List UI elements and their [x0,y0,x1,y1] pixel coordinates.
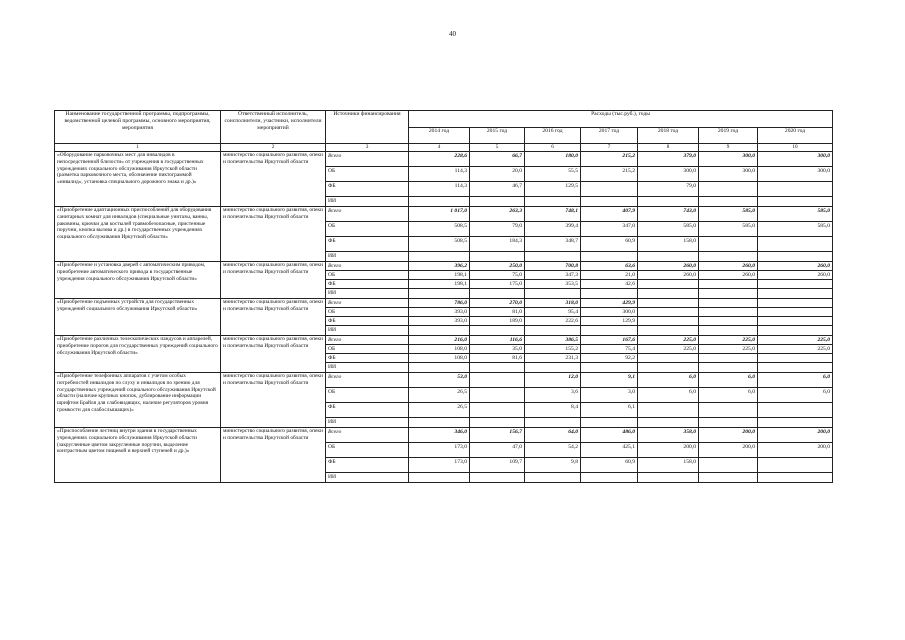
expense-value: 95,4 [525,308,581,317]
expense-value: 167,6 [581,336,638,345]
funding-source: ФБ [326,237,409,252]
column-number: 4 [409,144,470,152]
expense-value: 6,0 [638,388,699,403]
budget-table [54,110,833,483]
expense-value [525,473,581,483]
expense-value: 158,0 [638,458,699,473]
expense-value [699,403,758,418]
expense-value [699,354,758,363]
expense-value [638,354,699,363]
expense-value [699,317,758,326]
expense-value: 108,0 [409,345,470,354]
expense-value: 6,0 [638,373,699,388]
expense-value [699,237,758,252]
expense-value [525,326,581,336]
expense-value [638,317,699,326]
funding-source: Всего [326,262,409,271]
expense-value: 1 017,0 [409,207,470,222]
expense-value: 81,0 [470,308,525,317]
expense-value [470,473,525,483]
expense-value: 184,3 [470,237,525,252]
expense-value: 158,0 [638,237,699,252]
expense-value [409,326,470,336]
expense-value [638,326,699,336]
expense-value [699,418,758,428]
expense-value [699,252,758,262]
expense-value [638,308,699,317]
funding-source: ФБ [326,354,409,363]
expense-value: 300,0 [758,152,833,167]
funding-source: ИИ [326,418,409,428]
column-number: 6 [525,144,581,152]
activity-name: «Приобретение адаптационных приспособлений для оборудования санитарных комнат для инвалидов (специальные унитазы, ванны, раковины, крючки для костылей травмобезопасные, пристенные поручни, кнопка вызова и др.) в государственных учреждениях социального обслуживания Иркутской области» [55,207,221,262]
expense-value [699,473,758,483]
expense-value: 300,0 [638,167,699,182]
expense-value: 585,0 [758,222,833,237]
expense-value [699,289,758,299]
expense-value [758,418,833,428]
expense-value [581,252,638,262]
header-name: Наименование государственной программы, подпрограммы, ведомственной целевой программы, основного мероприятия, мероприятия [55,111,221,144]
expense-value: 81,6 [470,354,525,363]
funding-source: Всего [326,152,409,167]
expense-value: 347,0 [581,222,638,237]
expense-value [409,418,470,428]
funding-source: ОБ [326,443,409,458]
expense-value: 6,0 [758,388,833,403]
expense-value [758,289,833,299]
expense-value: 225,0 [638,345,699,354]
expense-value: 189,0 [470,317,525,326]
column-number: 5 [470,144,525,152]
expense-value: 429,9 [581,299,638,308]
column-number: 7 [581,144,638,152]
activity-name: «Приобретение и установка дверей с автоматическим приводом, приобретение автоматического привода в государственные учреждения социального обслуживания Иркутской области» [55,262,221,299]
activity-executor: министерство социального развития, опеки и попечительства Иркутской области [221,262,326,299]
expense-value: 6,0 [699,388,758,403]
expense-value: 6,1 [581,403,638,418]
header-year: 2017 год [581,127,638,144]
expense-value: 20,0 [470,167,525,182]
expense-value: 748,1 [525,207,581,222]
expense-value [525,418,581,428]
expense-value: 260,0 [638,262,699,271]
expense-value [581,473,638,483]
expense-value: 9,8 [525,458,581,473]
expense-value [638,473,699,483]
expense-value: 318,0 [525,299,581,308]
table-row [55,262,833,271]
expense-value [758,252,833,262]
expense-value [581,289,638,299]
expense-value [470,252,525,262]
expense-value: 155,2 [525,345,581,354]
column-number: 9 [699,144,758,152]
expense-value: 21,0 [581,271,638,280]
table-body [55,152,833,483]
expense-value: 53,0 [409,373,470,388]
expense-value: 743,0 [638,207,699,222]
expense-value [638,289,699,299]
expense-value [699,326,758,336]
expense-value: 231,3 [525,354,581,363]
expense-value [758,473,833,483]
expense-value [409,252,470,262]
funding-source: ИИ [326,363,409,373]
expense-value: 393,0 [409,317,470,326]
funding-source: Всего [326,207,409,222]
expense-value: 175,0 [470,280,525,289]
header-source: Источники финансирования [326,111,409,144]
expense-value: 300,0 [581,308,638,317]
expense-value: 54,2 [525,443,581,458]
expense-value [581,363,638,373]
expense-value [758,197,833,207]
funding-source: ФБ [326,182,409,197]
expense-value: 379,0 [638,152,699,167]
expense-value: 200,0 [758,443,833,458]
expense-value: 6,0 [758,373,833,388]
expense-value: 216,0 [409,336,470,345]
expense-value [409,197,470,207]
expense-value [470,197,525,207]
expense-value: 386,5 [525,336,581,345]
expense-value: 116,6 [470,336,525,345]
activity-executor: министерство социального развития, опеки и попечительства Иркутской области [221,336,326,373]
funding-source: ИИ [326,252,409,262]
expense-value: 270,0 [470,299,525,308]
expense-value: 300,0 [699,152,758,167]
column-numbers-row [55,144,833,152]
funding-source: ФБ [326,317,409,326]
header-year: 2018 год [638,127,699,144]
expense-value: 300,0 [758,167,833,182]
expense-value: 260,0 [699,262,758,271]
table-row [55,152,833,167]
expense-value: 129,9 [581,317,638,326]
expense-value: 63,6 [581,262,638,271]
expense-value: 396,2 [409,262,470,271]
expense-value: 347,3 [525,271,581,280]
expense-value: 399,4 [525,222,581,237]
page-number: 40 [449,30,456,38]
expense-value: 508,5 [409,237,470,252]
expense-value: 348,7 [525,237,581,252]
funding-source: ИИ [326,326,409,336]
expense-value [638,418,699,428]
expense-value: 786,0 [409,299,470,308]
expense-value: 46,7 [470,182,525,197]
table-row [55,373,833,388]
funding-source: Всего [326,428,409,443]
expense-value [470,373,525,388]
expense-value: 200,0 [758,428,833,443]
expense-value [758,458,833,473]
expense-value: 263,3 [470,207,525,222]
expense-value: 585,0 [699,222,758,237]
header-year: 2020 год [758,127,833,144]
expense-value: 225,0 [699,336,758,345]
expense-value [409,363,470,373]
header-year: 2019 год [699,127,758,144]
column-number: 2 [221,144,326,152]
expense-value [525,363,581,373]
expense-value: 114,3 [409,182,470,197]
expense-value: 585,0 [758,207,833,222]
expense-value: 79,0 [638,182,699,197]
expense-value: 260,0 [699,271,758,280]
expense-value: 3,6 [525,388,581,403]
expense-value: 260,0 [758,262,833,271]
funding-source: ИИ [326,197,409,207]
expense-value [758,182,833,197]
table-row [55,207,833,222]
expense-value: 486,0 [581,428,638,443]
activity-executor: министерство социального развития, опеки и попечительства Иркутской области [221,373,326,428]
expense-value: 75,4 [581,345,638,354]
expense-value [409,289,470,299]
expense-value: 215,2 [581,152,638,167]
expense-value: 173,0 [409,443,470,458]
expense-value: 66,7 [470,152,525,167]
expense-value [470,289,525,299]
expense-value [581,197,638,207]
header-executor: Ответственный исполнитель, соисполнители, участники, исполнители мероприятий [221,111,326,144]
expense-value [758,326,833,336]
funding-source: ОБ [326,308,409,317]
expense-value [470,418,525,428]
activity-executor: министерство социального развития, опеки и попечительства Иркутской области [221,152,326,207]
expense-value: 60,9 [581,237,638,252]
expense-value: 173,0 [409,458,470,473]
expense-value: 225,0 [638,336,699,345]
funding-source: ОБ [326,388,409,403]
expense-value: 508,5 [409,222,470,237]
header-year: 2015 год [470,127,525,144]
activity-name: «Приспособление лестниц внутри здания в государственных учреждениях социального обслуживания Иркутской области (закругленные цветом закругленные поручни, выделение контрастным цветом пищевой и верхней ступеней и др.)» [55,428,221,483]
expense-value: 260,0 [758,271,833,280]
expense-value: 109,7 [470,458,525,473]
column-number: 8 [638,144,699,152]
expense-value: 114,3 [409,167,470,182]
column-number: 3 [326,144,409,152]
table-row [55,428,833,443]
expense-value: 353,5 [525,280,581,289]
expense-value: 225,0 [758,336,833,345]
header-year: 2016 год [525,127,581,144]
funding-source: ОБ [326,271,409,280]
expense-value [470,403,525,418]
expense-value: 8,4 [525,403,581,418]
table-row [55,299,833,308]
expense-value: 200,0 [699,428,758,443]
expense-value [638,403,699,418]
header-expenses: Расходы (тыс.руб.), годы [409,111,833,128]
expense-value: 12,0 [525,373,581,388]
header-year: 2014 год [409,127,470,144]
expense-value: 55,5 [525,167,581,182]
expense-value: 108,0 [409,354,470,363]
expense-value: 180,0 [525,152,581,167]
activity-name: «Приобретение телефонных аппаратов с учетом особых потребностей инвалидов по слуху и инвалидов по зрению для государственных учреждений социального обслуживания Иркутской области (наличие крупных кнопок, дублирование информации шрифтом Брайля для слабовидящих, наличие регуляторов уровня громкости для слабослышащих)» [55,373,221,428]
expense-value: 585,0 [699,207,758,222]
expense-value: 250,0 [470,262,525,271]
expense-value [758,299,833,308]
expense-value: 9,1 [581,373,638,388]
expense-value [699,308,758,317]
expense-value: 156,7 [470,428,525,443]
expense-value: 129,5 [525,182,581,197]
expense-value [470,388,525,403]
expense-value: 225,0 [758,345,833,354]
funding-source: ФБ [326,403,409,418]
expense-value: 47,0 [470,443,525,458]
expense-value: 3,0 [581,388,638,403]
expense-value: 228,6 [409,152,470,167]
expense-value [699,280,758,289]
activity-name: «Приобретение различных телескопических пандусов и аппарелей, приобретение порогов для государственных учреждений социального обслуживания Иркутской области» [55,336,221,373]
expense-value [638,280,699,289]
expense-value [409,473,470,483]
funding-source: ФБ [326,458,409,473]
expense-value: 200,0 [638,443,699,458]
expense-value [758,354,833,363]
expense-value: 300,0 [699,167,758,182]
column-number: 10 [758,144,833,152]
expense-value [638,197,699,207]
expense-value [699,182,758,197]
activity-name: «Приобретение подъемных устройств для государственных учреждений социального обслуживания Иркутской области» [55,299,221,336]
expense-value [699,299,758,308]
expense-value [581,182,638,197]
funding-source: ОБ [326,222,409,237]
expense-value: 222,6 [525,317,581,326]
expense-value [699,197,758,207]
expense-value: 425,1 [581,443,638,458]
expense-value [758,403,833,418]
expense-value [699,363,758,373]
expense-value: 26,5 [409,388,470,403]
funding-source: ФБ [326,280,409,289]
expense-value [758,317,833,326]
column-number: 1 [55,144,221,152]
expense-value [470,363,525,373]
expense-value: 92,2 [581,354,638,363]
expense-value: 358,0 [638,428,699,443]
expense-value [758,308,833,317]
expense-value: 393,0 [409,308,470,317]
expense-value: 60,9 [581,458,638,473]
activity-executor: министерство социального развития, опеки и попечительства Иркутской области [221,299,326,336]
expense-value: 198,1 [409,271,470,280]
expense-value: 700,8 [525,262,581,271]
expense-value: 260,0 [638,271,699,280]
expense-value: 79,0 [470,222,525,237]
expense-value: 6,0 [699,373,758,388]
funding-source: Всего [326,373,409,388]
expense-value [581,326,638,336]
expense-value [758,363,833,373]
funding-source: ИИ [326,473,409,483]
expense-value [638,299,699,308]
table-row [55,336,833,345]
activity-name: «Оборудование парковочных мест для инвалидов в непосредственной близости» от учреждения в государственных учреждениях социального обслуживания Иркутской области (разметка парковочного места, обозначение пиктограммой «инвалид», установка специального дорожного знака и др.)» [55,152,221,207]
funding-source: ИИ [326,289,409,299]
expense-value: 585,0 [638,222,699,237]
expense-value: 198,1 [409,280,470,289]
funding-source: Всего [326,336,409,345]
expense-value [638,363,699,373]
expense-value [758,237,833,252]
expense-value: 75,0 [470,271,525,280]
expense-value: 225,0 [699,345,758,354]
expense-value: 42,6 [581,280,638,289]
expense-value: 35,0 [470,345,525,354]
funding-source: Всего [326,299,409,308]
expense-value: 407,9 [581,207,638,222]
expense-value [470,326,525,336]
expense-value [525,197,581,207]
expense-value [638,252,699,262]
funding-source: ОБ [326,345,409,354]
expense-value: 215,2 [581,167,638,182]
expense-value [525,252,581,262]
activity-executor: министерство социального развития, опеки и попечительства Иркутской области [221,207,326,262]
expense-value: 26,5 [409,403,470,418]
expense-value [525,289,581,299]
expense-value: 200,0 [699,443,758,458]
expense-value: 346,0 [409,428,470,443]
expense-value: 64,0 [525,428,581,443]
activity-executor: министерство социального развития, опеки и попечительства Иркутской области [221,428,326,483]
funding-source: ОБ [326,167,409,182]
expense-value [699,458,758,473]
expense-value [758,280,833,289]
expense-value [581,418,638,428]
